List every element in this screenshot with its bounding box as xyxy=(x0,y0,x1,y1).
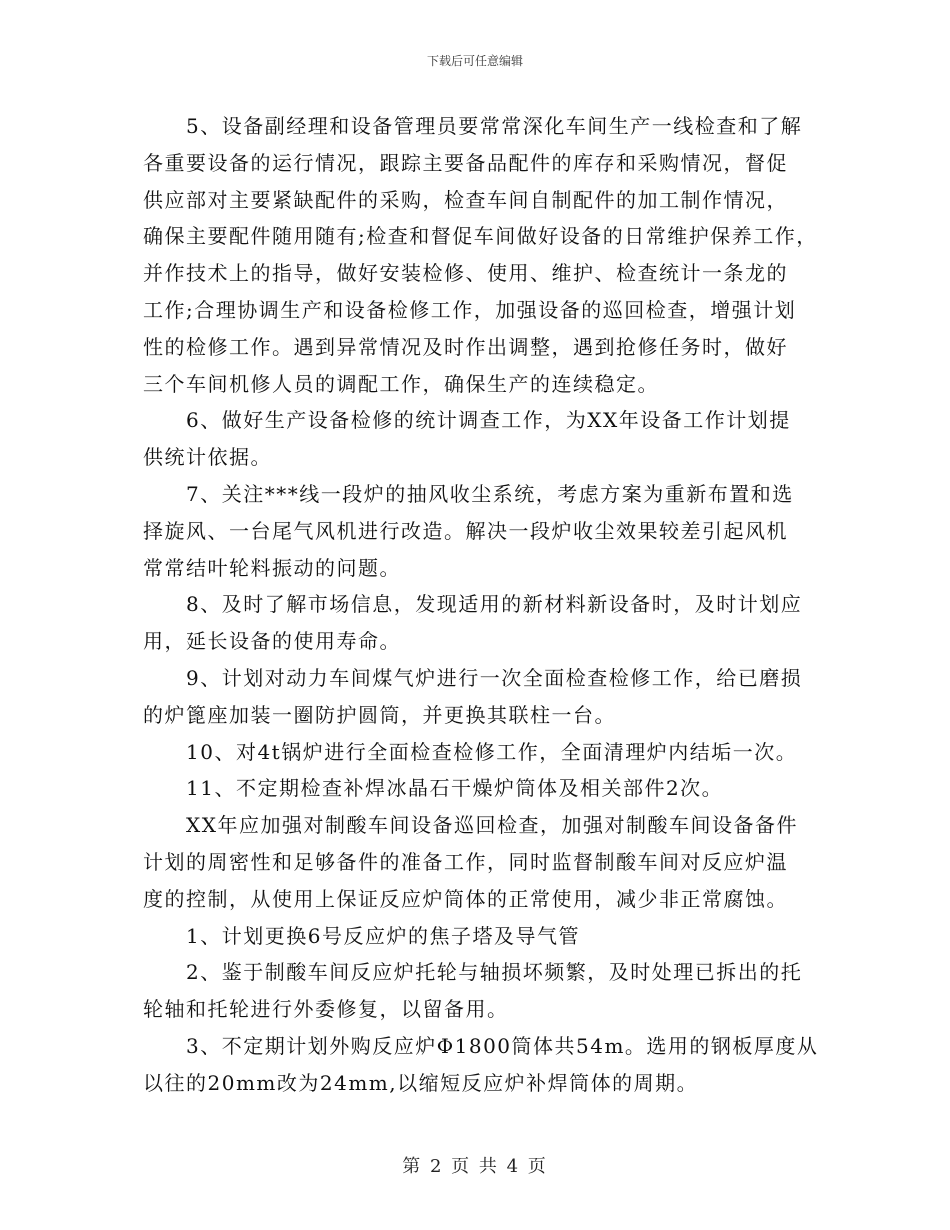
text-line: 以往的20mm改为24mm,以缩短反应炉补焊筒体的周期。 xyxy=(143,1070,699,1095)
page-header: 下载后可任意编辑 xyxy=(426,54,523,68)
text-line: 8、及时了解市场信息，发现适用的新材料新设备时，及时计划应 xyxy=(186,592,803,617)
text-line: 2、鉴于制酸车间反应炉托轮与轴损坏频繁，及时处理已拆出的托 xyxy=(186,960,803,985)
page-footer: 第 2 页 共 4 页 xyxy=(402,1156,548,1177)
text-line: 1、计划更换6号反应炉的焦子塔及导气管 xyxy=(186,923,580,948)
text-line: 供应部对主要紧缺配件的采购，检查车间自制配件的加工制作情况， xyxy=(143,187,788,212)
text-line: 9、计划对动力车间煤气炉进行一次全面检查检修工作，给已磨损 xyxy=(186,665,803,690)
text-line: 10、对4t锅炉进行全面检查检修工作，全面清理炉内结垢一次。 xyxy=(186,739,798,764)
text-line: 度的控制，从使用上保证反应炉筒体的正常使用，减少非正常腐蚀。 xyxy=(143,886,788,911)
text-line: 6、做好生产设备检修的统计调查工作，为XX年设备工作计划提 xyxy=(186,408,791,433)
text-line: 确保主要配件随用随有;检查和督促车间做好设备的日常维护保养工作， xyxy=(143,224,818,249)
text-line: 5、设备副经理和设备管理员要常常深化车间生产一线检查和了解 xyxy=(186,114,803,138)
text-line: 11、不定期检查补焊冰晶石干燥炉筒体及相关部件2次。 xyxy=(186,776,724,801)
text-line: 三个车间机修人员的调配工作，确保生产的连续稳定。 xyxy=(143,371,659,396)
text-line: 择旋风、一台尾气风机进行改造。解决一段炉收尘效果较差引起风机 xyxy=(143,518,788,543)
document-body xyxy=(143,108,823,1102)
text-line: 性的检修工作。遇到异常情况及时作出调整，遇到抢修任务时，做好 xyxy=(143,334,788,359)
text-line: 3、不定期计划外购反应炉Φ1800筒体共54m。选用的钢板厚度从 xyxy=(186,1033,819,1058)
text-line: 7、关注***线一段炉的抽风收尘系统，考虑方案为重新布置和选 xyxy=(186,481,794,506)
text-line: 的炉篦座加装一圈防护圆筒，并更换其联柱一台。 xyxy=(143,702,616,727)
text-line: 供统计依据。 xyxy=(143,445,272,470)
text-line: 计划的周密性和足够备件的准备工作，同时监督制酸车间对反应炉温 xyxy=(143,849,788,874)
text-line: 轮轴和托轮进行外委修复，以留备用。 xyxy=(143,997,509,1022)
text-line: XX年应加强对制酸车间设备巡回检查，加强对制酸车间设备备件 xyxy=(186,813,798,838)
text-line: 并作技术上的指导，做好安装检修、使用、维护、检查统计一条龙的 xyxy=(143,261,788,286)
text-line: 工作;合理协调生产和设备检修工作，加强设备的巡回检查，增强计划 xyxy=(143,297,797,322)
text-line: 用，延长设备的使用寿命。 xyxy=(143,629,401,654)
text-line: 各重要设备的运行情况，跟踪主要备品配件的库存和采购情况，督促 xyxy=(143,150,788,175)
text-line: 常常结叶轮料振动的问题。 xyxy=(143,555,401,580)
